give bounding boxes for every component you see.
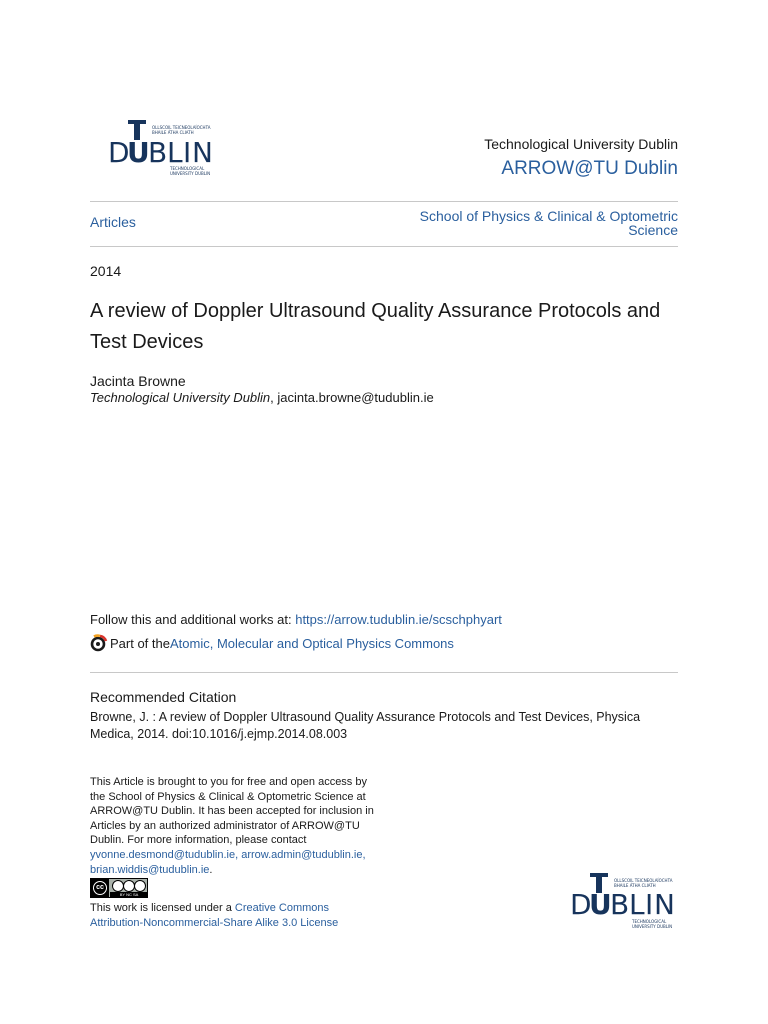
- title-line1: A review of Doppler Ultrasound Quality Assurance Protocols and: [90, 300, 661, 322]
- title-line2: Test Devices: [90, 331, 204, 353]
- follow-prefix: Follow this and additional works at:: [90, 612, 296, 627]
- notice-line2: the School of Physics & Clinical & Optometric Science at: [90, 790, 366, 803]
- commons-link[interactable]: Atomic, Molecular and Optical Physics Commons: [169, 635, 454, 651]
- notice-line4: Articles by an authorized administrator of ARROW@TU: [90, 819, 360, 832]
- creative-commons-link[interactable]: Creative Commons: [234, 902, 330, 914]
- logo-english-line2: UNIVERSITY DUBLIN: [170, 171, 211, 176]
- footer-logo-english-line2: UNIVERSITY DUBLIN: [632, 924, 673, 929]
- license-prefix: This work is licensed under a: [90, 902, 235, 914]
- collection-url-link[interactable]: https://arrow.tudublin.ie/scschphyart: [295, 612, 502, 627]
- author-affiliation: Technological University Dublin: [90, 390, 271, 405]
- logo-irish-line1: OLLSCOIL TEICNEOLAÍOCHTA: [152, 125, 211, 130]
- article-title: [90, 296, 680, 358]
- author-email: , jacinta.browne@tudublin.ie: [270, 390, 434, 405]
- footer-logo-letter-l: L: [629, 888, 646, 921]
- notice-line1: This Article is brought to you for free and open access by: [90, 776, 367, 788]
- footer-logo-irish-line1: OLLSCOIL TEICNEOLAÍOCHTA: [614, 878, 673, 883]
- school-link[interactable]: [420, 209, 678, 237]
- license-name-link[interactable]: Attribution-Noncommercial-Share Alike 3.0 License: [90, 916, 339, 929]
- author-affiliation-line: [90, 390, 434, 405]
- tu-dublin-logo: [108, 118, 212, 180]
- access-notice: [90, 775, 374, 877]
- logo-english-line1: TECHNOLOGICAL: [170, 166, 205, 171]
- footer-logo-letter-i: I: [645, 888, 655, 921]
- logo-letter-n: N: [192, 136, 214, 169]
- repository-link[interactable]: ARROW@TU Dublin: [501, 158, 678, 179]
- contact-email-brian-link[interactable]: brian.widdis@tudublin.ie: [90, 863, 210, 876]
- logo-letter-d: D: [108, 136, 131, 169]
- part-of-prefix: Part of the: [110, 635, 170, 651]
- contact-emails-link[interactable]: yvonne.desmond@tudublin.ie, arrow.admin@tudublin.ie,: [90, 848, 366, 861]
- notice-period: .: [209, 863, 213, 876]
- school-link-line1: School of Physics & Clinical & Optometric: [419, 208, 678, 224]
- footer-logo-letter-n: N: [654, 888, 676, 921]
- top-divider: [90, 201, 678, 202]
- cc-license-badge[interactable]: [90, 878, 148, 898]
- sa-icon: [134, 880, 146, 892]
- logo-letter-u: U: [127, 136, 151, 169]
- citation-line2: Medica, 2014. doi:10.1016/j.ejmp.2014.08.003: [90, 727, 348, 741]
- license-text: [90, 901, 338, 930]
- notice-line3: ARROW@TU Dublin. It has been accepted for inclusion in: [90, 805, 374, 818]
- part-of-line: [90, 634, 454, 652]
- cc-badge-left: [91, 879, 109, 897]
- notice-line5: Dublin. For more information, please contact: [90, 834, 307, 847]
- citation-heading: Recommended Citation: [90, 689, 237, 705]
- logo-letter-b: B: [148, 136, 169, 169]
- follow-line: [90, 612, 502, 627]
- footer-logo-letter-b: B: [610, 888, 631, 921]
- cc-logo-icon: cc: [93, 881, 107, 895]
- footer-logo-letter-u: U: [589, 888, 613, 921]
- articles-link[interactable]: Articles: [90, 214, 136, 230]
- citation-divider: [90, 672, 678, 673]
- citation-text: [90, 709, 640, 743]
- citation-line1: Browne, J. : A review of Doppler Ultrasound Quality Assurance Protocols and Test Devices, Physica: [90, 710, 641, 724]
- school-link-line2: Science: [628, 222, 678, 238]
- cc-badge-terms: BY NC SA: [110, 892, 148, 898]
- author-name: Jacinta Browne: [90, 373, 186, 389]
- logo-letter-i: I: [183, 136, 193, 169]
- footer-logo-letter-d: D: [570, 888, 593, 921]
- footer-logo-irish-line2: BHAILE ÁTHA CLIATH: [614, 883, 656, 888]
- nav-divider: [90, 246, 678, 247]
- tu-dublin-footer-logo: [570, 872, 674, 934]
- publication-year: 2014: [90, 263, 122, 279]
- network-commons-icon: [90, 634, 108, 652]
- logo-irish-line2: BHAILE ÁTHA CLIATH: [152, 130, 194, 135]
- institution-name: Technological University Dublin: [484, 136, 678, 152]
- footer-logo-english-line1: TECHNOLOGICAL: [632, 919, 667, 924]
- logo-letter-l: L: [167, 136, 184, 169]
